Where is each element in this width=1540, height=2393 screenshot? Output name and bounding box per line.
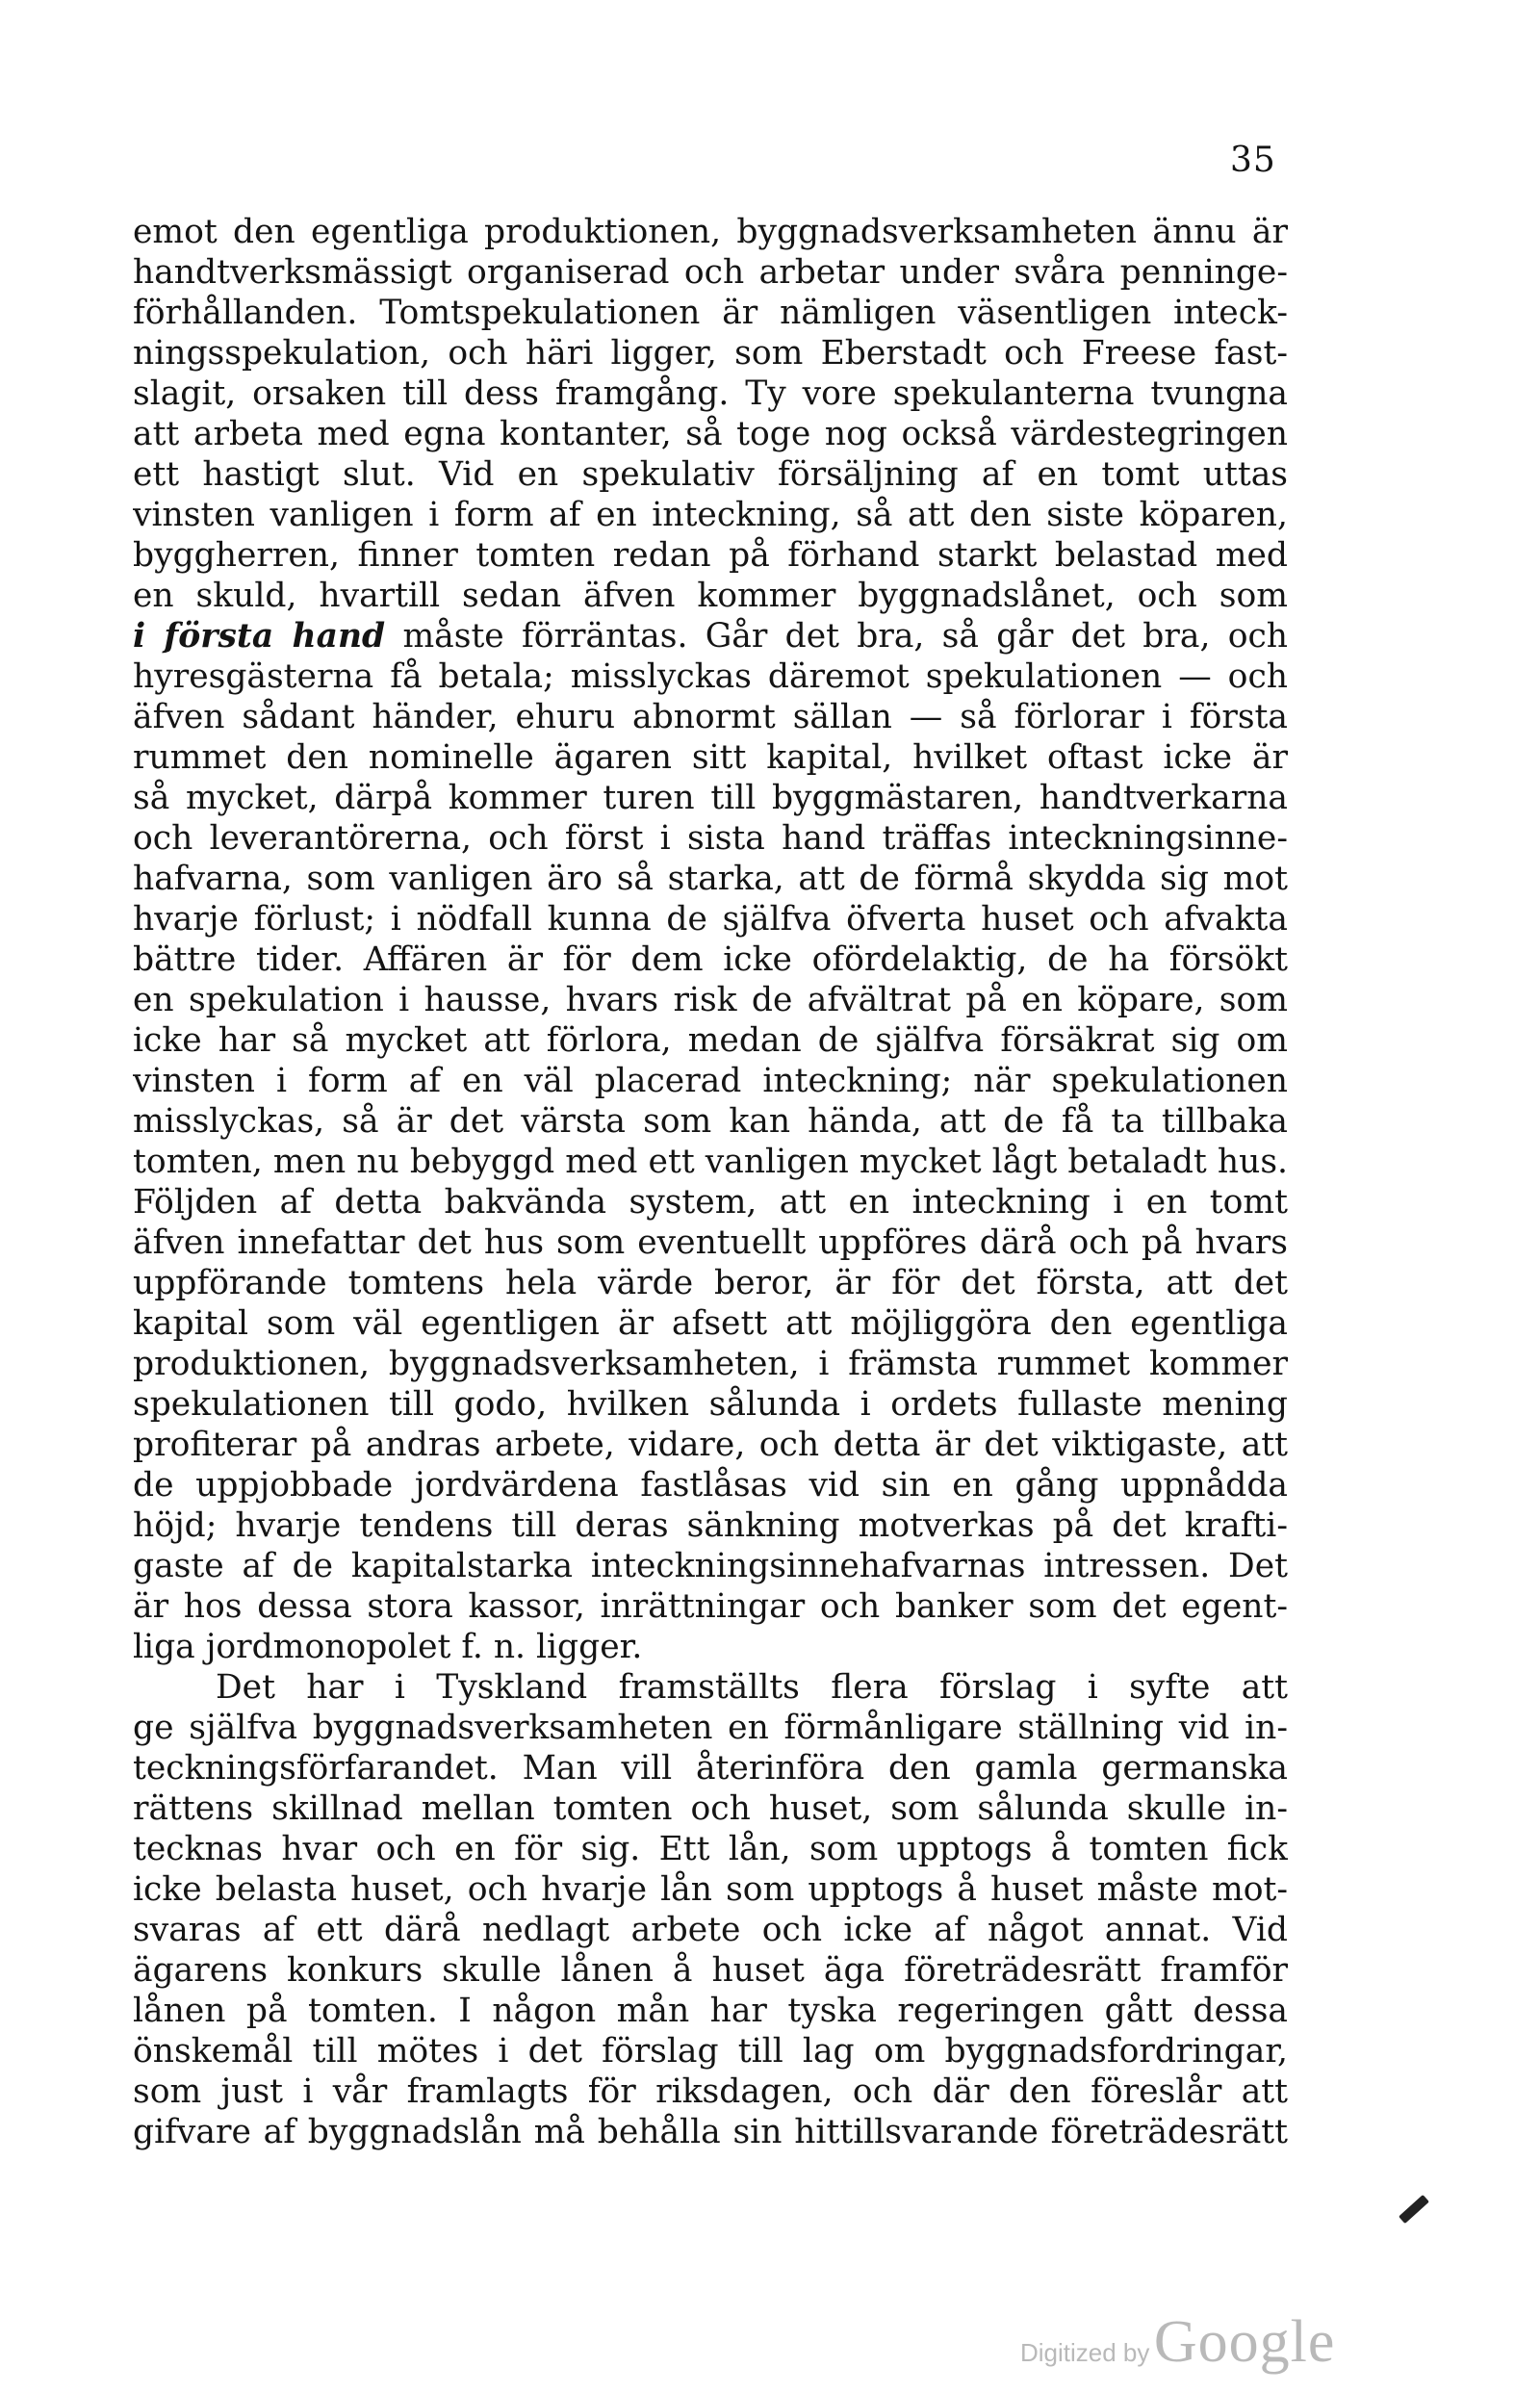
text-line: så mycket, därpå kommer turen till byggmästaren, handtverkarna — [133, 779, 1288, 817]
text-line: äfven innefattar det hus som eventuellt uppföres därå och på hvars — [133, 1223, 1288, 1262]
text-line-paragraph-start: Det har i Tyskland framställts flera förslag i syfte att — [216, 1668, 1288, 1707]
text-line: byggherren, finner tomten redan på förhand starkt belastad med — [133, 536, 1288, 575]
text-line: spekulationen till godo, hvilken sålunda i ordets fullaste mening — [133, 1385, 1288, 1424]
text-line: en skuld, hvartill sedan äfven kommer byggnadslånet, och som — [133, 577, 1288, 615]
text-line: hafvarna, som vanligen äro så starka, att de förmå skydda sig mot — [133, 860, 1288, 898]
text-line-paragraph-end: liga jordmonopolet f. n. ligger. — [133, 1628, 643, 1666]
text-line: bättre tider. Affären är för dem icke ofördelaktig, de ha försökt — [133, 940, 1288, 979]
text-line: gifvare af byggnadslån må behålla sin hittillsvarande företrädesrätt — [133, 2113, 1288, 2151]
digitized-by-text: Digitized by — [1020, 2338, 1150, 2367]
text-line-rest: måste förräntas. Går det bra, så går det bra, och — [402, 617, 1288, 656]
text-line: ningsspekulation, och häri ligger, som Eberstadt och Freese fast- — [133, 334, 1288, 373]
text-line: lånen på tomten. I någon mån har tyska regeringen gått dessa — [133, 1992, 1288, 2030]
text-line: äfven sådant händer, ehuru abnormt sällan — så förlorar i första — [133, 698, 1288, 736]
text-line: emot den egentliga produktionen, byggnadsverksamheten ännu är — [133, 213, 1288, 251]
text-block — [133, 212, 1288, 2152]
text-line: rummet den nominelle ägaren sitt kapital, hvilket oftast icke är — [133, 738, 1288, 777]
text-line: tomten, men nu bebyggd med ett vanligen mycket lågt betaladt hus. — [133, 1143, 1288, 1181]
text-line: förhållanden. Tomtspekulationen är nämligen väsentligen inteck- — [133, 294, 1288, 332]
google-logo-text: Google — [1153, 2309, 1336, 2375]
text-line: höjd; hvarje tendens till deras sänkning motverkas på det krafti- — [133, 1506, 1288, 1545]
text-line: produktionen, byggnadsverksamheten, i främsta rummet kommer — [133, 1345, 1288, 1383]
ink-mark — [1399, 2195, 1429, 2224]
text-line: vinsten i form af en väl placerad inteckning; när spekulationen — [133, 1062, 1288, 1100]
text-line: slagit, orsaken till dess framgång. Ty vore spekulanterna tvungna — [133, 374, 1288, 413]
text-line: rättens skillnad mellan tomten och huset, som sålunda skulle in- — [133, 1789, 1288, 1828]
page-number: 35 — [1230, 141, 1276, 180]
text-line: icke belasta huset, och hvarje lån som upptogs å huset måste mot- — [133, 1870, 1288, 1909]
text-line: de uppjobbade jordvärdena fastlåsas vid sin en gång uppnådda — [133, 1466, 1288, 1505]
text-line: tecknas hvar och en för sig. Ett lån, som upptogs å tomten fick — [133, 1830, 1288, 1868]
text-line: som just i vår framlagts för riksdagen, och där den föreslår att — [133, 2072, 1288, 2111]
text-line: misslyckas, så är det värsta som kan hända, att de få ta tillbaka — [133, 1102, 1288, 1141]
digitized-watermark — [1020, 2308, 1335, 2377]
text-line: kapital som väl egentligen är afsett att möjliggöra den egentliga — [133, 1304, 1288, 1343]
text-line: ägarens konkurs skulle lånen å huset äga företrädesrätt framför — [133, 1951, 1288, 1990]
text-line: en spekulation i hausse, hvars risk de afvältrat på en köpare, som — [133, 981, 1288, 1019]
text-line: hvarje förlust; i nödfall kunna de själfva öfverta huset och afvakta — [133, 900, 1288, 939]
emphasis-text: i första hand — [133, 617, 386, 656]
text-line: teckningsförfarandet. Man vill återinföra den gamla germanska — [133, 1749, 1288, 1788]
text-line: svaras af ett därå nedlagt arbete och icke af något annat. Vid — [133, 1911, 1288, 1949]
text-line: ett hastigt slut. Vid en spekulativ försäljning af en tomt uttas — [133, 455, 1288, 494]
text-line: att arbeta med egna kontanter, så toge nog också värdestegringen — [133, 415, 1288, 453]
text-line-emphasis — [133, 616, 1288, 656]
text-line: Följden af detta bakvända system, att en inteckning i en tomt — [133, 1183, 1288, 1222]
text-line: vinsten vanligen i form af en inteckning, så att den siste köparen, — [133, 496, 1288, 534]
text-line: hyresgästerna få betala; misslyckas däremot spekulationen — och — [133, 657, 1288, 696]
text-line: ge själfva byggnadsverksamheten en förmånligare ställning vid in- — [133, 1709, 1288, 1747]
text-line: är hos dessa stora kassor, inrättningar och banker som det egent- — [133, 1587, 1288, 1626]
text-line: önskemål till mötes i det förslag till lag om byggnadsfordringar, — [133, 2032, 1288, 2071]
text-line: profiterar på andras arbete, vidare, och detta är det viktigaste, att — [133, 1426, 1288, 1464]
text-line: icke har så mycket att förlora, medan de själfva försäkrat sig om — [133, 1021, 1288, 1060]
text-line: uppförande tomtens hela värde beror, är för det första, att det — [133, 1264, 1288, 1302]
text-line: och leverantörerna, och först i sista hand träffas inteckningsinne- — [133, 819, 1288, 858]
text-line: handtverksmässigt organiserad och arbetar under svåra penninge- — [133, 253, 1288, 292]
text-line: gaste af de kapitalstarka inteckningsinnehafvarnas intressen. Det — [133, 1547, 1288, 1585]
